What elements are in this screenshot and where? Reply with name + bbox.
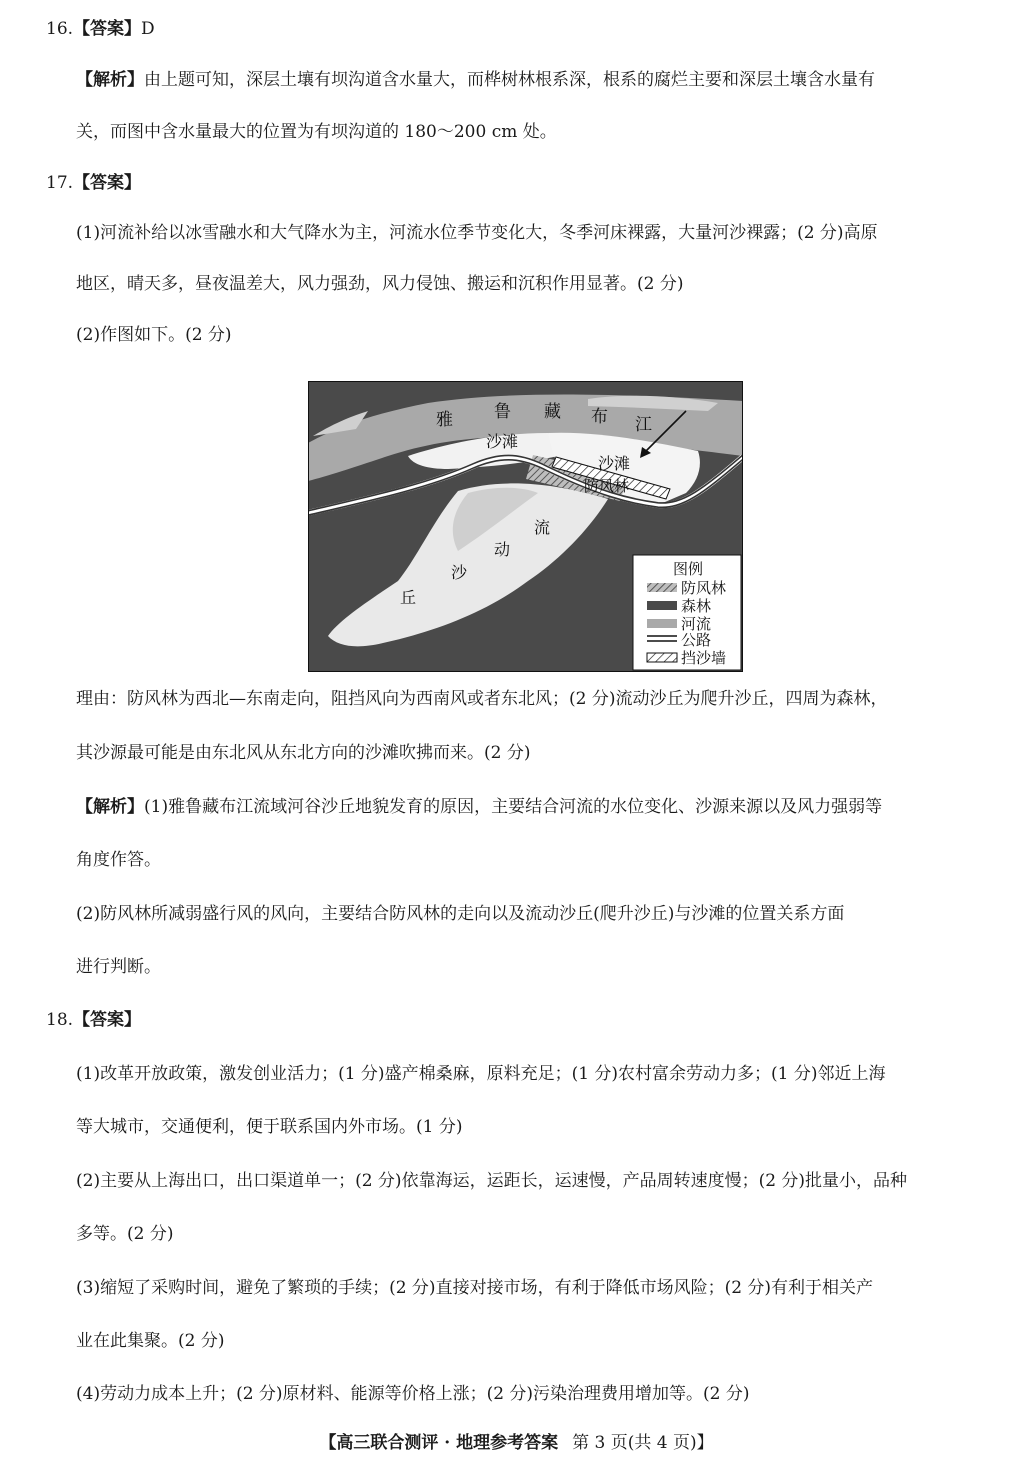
q18-answer-line (46, 1008, 141, 1032)
legend-label-road: 公路 (681, 631, 712, 649)
q18-p3-line-2: 业在此集聚。(2 分) (76, 1331, 225, 1351)
legend-title: 图例 (673, 560, 704, 578)
q16-number: 16. (46, 19, 74, 39)
dune-map-figure (308, 381, 743, 672)
q16-analysis-text-1: 由上题可知，深层土壤有坝沟道含水量大，而桦树林根系深，根系的腐烂主要和深层土壤含水量有 (144, 70, 875, 90)
q16-analysis-line-1 (76, 68, 875, 92)
map-legend (633, 555, 741, 670)
map-dune-char-1: 流 (534, 518, 551, 537)
q17-analysis2-line-2: 进行判断。 (76, 957, 161, 977)
q18-p2-line-2: 多等。(2 分) (76, 1224, 174, 1244)
q17-analysis1-text-1: (1)雅鲁藏布江流域河谷沙丘地貌发育的原因，主要结合河流的水位变化、沙源来源以及风力强弱等 (144, 797, 883, 817)
map-river-char-3: 藏 (544, 402, 561, 422)
q18-p3-line-1: (3)缩短了采购时间，避免了繁琐的手续；(2 分)直接对接市场，有利于降低市场风险；(2 分)有利于相关产 (76, 1278, 874, 1298)
legend-swatch-windbreak (647, 583, 677, 592)
map-beach-right-label: 沙滩 (598, 454, 631, 473)
q18-number: 18. (46, 1010, 74, 1030)
q16-analysis-tag: 【解析】 (76, 70, 144, 90)
q18-p1-line-2: 等大城市，交通便利，便于联系国内外市场。(1 分) (76, 1117, 463, 1137)
legend-label-river: 河流 (681, 615, 712, 633)
legend-label-windbreak: 防风林 (681, 579, 727, 597)
q17-analysis-line-1 (76, 795, 882, 819)
q17-answer-tag: 【答案】 (73, 173, 142, 193)
legend-label-forest: 森林 (681, 597, 712, 615)
legend-swatch-sand-wall (647, 653, 677, 662)
q17-analysis2-line-1: (2)防风林所减弱盛行风的风向，主要结合防风林的走向以及流动沙丘(爬升沙丘)与沙滩的位置关系方面 (76, 904, 845, 924)
legend-label-sand-wall: 挡沙墙 (681, 649, 727, 667)
q17-p2-line: (2)作图如下。(2 分) (76, 325, 232, 345)
footer-title: 【高三联合测评 · 地理参考答案 (319, 1433, 559, 1453)
map-river-char-4: 布 (591, 407, 608, 427)
map-beach-left-label: 沙滩 (486, 432, 519, 451)
q17-p1-line-1: (1)河流补给以冰雪融水和大气降水为主，河流水位季节变化大，冬季河床裸露，大量河沙裸露；(2 分)高原 (76, 223, 878, 243)
q17-p1-line-2: 地区，晴天多，昼夜温差大，风力强劲，风力侵蚀、搬运和沉积作用显著。(2 分) (76, 274, 684, 294)
map-dune-char-4: 丘 (400, 588, 417, 607)
q18-p2-line-1: (2)主要从上海出口，出口渠道单一；(2 分)依靠海运，运距长，运速慢，产品周转速度慢；(2 分)批量小，品种 (76, 1171, 908, 1191)
map-windbreak-label: 防风林 (584, 477, 630, 495)
map-river-char-1: 雅 (436, 410, 453, 430)
q16-answer-value: D (141, 19, 155, 39)
q16-answer-tag: 【答案】 (73, 19, 142, 39)
q16-analysis-line-2: 关，而图中含水量最大的位置为有坝沟道的 180～200 cm 处。 (76, 122, 557, 142)
q17-analysis-tag: 【解析】 (76, 797, 144, 817)
q16-answer-line (46, 17, 155, 41)
legend-swatch-forest (647, 601, 677, 610)
legend-swatch-river (647, 619, 677, 628)
q18-answer-tag: 【答案】 (73, 1010, 142, 1030)
q18-p1-line-1: (1)改革开放政策，激发创业活力；(1 分)盛产棉桑麻，原料充足；(1 分)农村富余劳动力多；(1 分)邻近上海 (76, 1064, 886, 1084)
q18-p4-line: (4)劳动力成本上升；(2 分)原材料、能源等价格上涨；(2 分)污染治理费用增加等。(2 分) (76, 1384, 750, 1404)
q17-number: 17. (46, 173, 74, 193)
map-dune-char-2: 动 (494, 540, 511, 559)
q17-reason-line-2: 其沙源最可能是由东北风从东北方向的沙滩吹拂而来。(2 分) (76, 743, 531, 763)
q17-reason-line-1: 理由：防风林为西北—东南走向，阻挡风向为西南风或者东北风；(2 分)流动沙丘为爬升沙丘，四周为森林， (76, 689, 888, 709)
page-footer (0, 1428, 1033, 1453)
q17-analysis1-line-2: 角度作答。 (76, 850, 161, 870)
map-river-char-5: 江 (635, 415, 652, 435)
q17-answer-line (46, 171, 141, 195)
map-dune-char-3: 沙 (451, 563, 468, 582)
map-river-char-2: 鲁 (494, 402, 511, 422)
footer-page-number: 第 3 页(共 4 页)】 (572, 1433, 714, 1453)
